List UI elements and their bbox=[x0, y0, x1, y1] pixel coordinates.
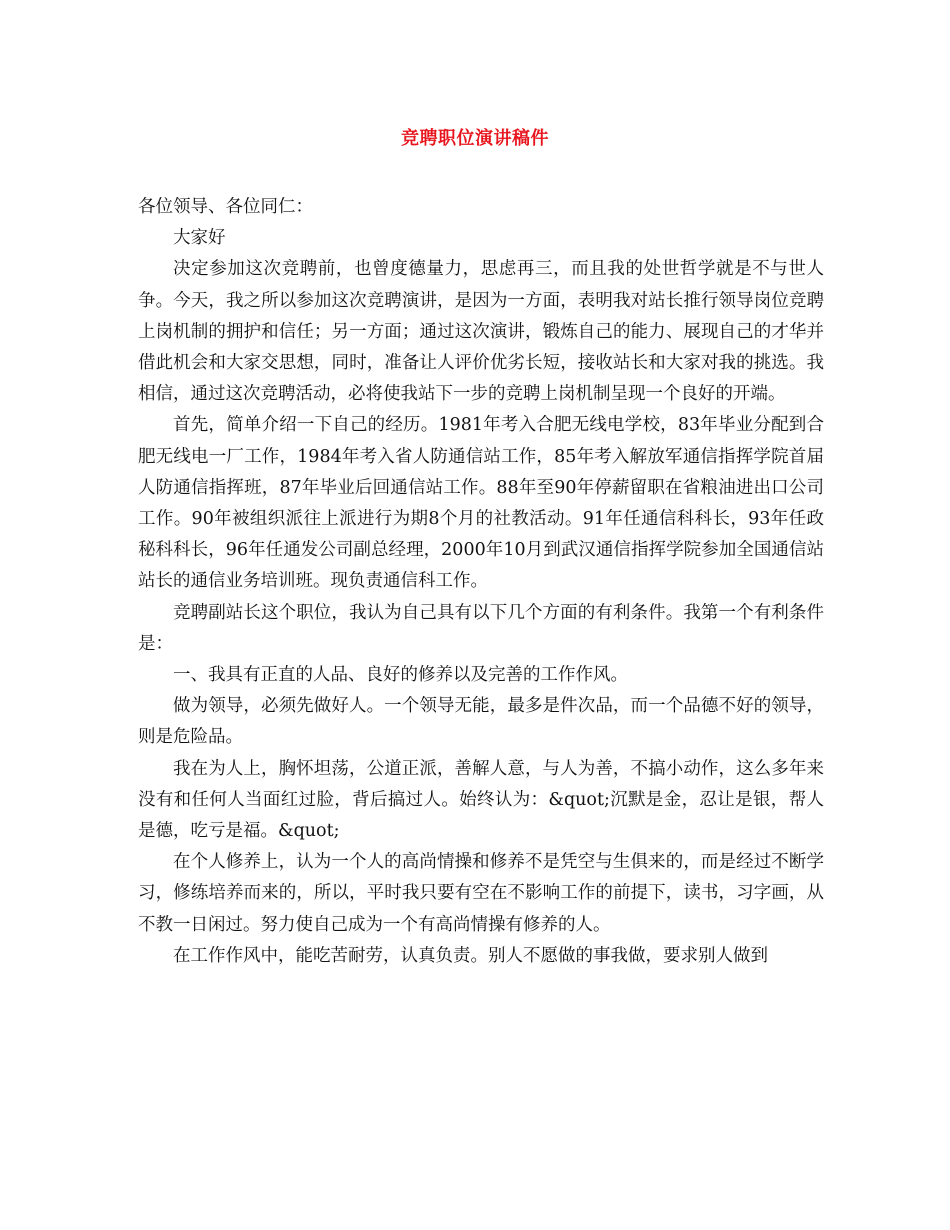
paragraph-leadership: 做为领导，必须先做好人。一个领导无能，最多是件次品，而一个品德不好的领导，则是危险品。 bbox=[138, 696, 824, 748]
document-body bbox=[138, 192, 824, 972]
salutation: 各位领导、各位同仁： bbox=[138, 197, 313, 217]
paragraph-character: 我在为人上，胸怀坦荡，公道正派，善解人意，与人为善，不搞小动作，这么多年来没有和任何人当面红过脸，背后搞过人。始终认为：&quot;沉默是金，忍让是银，帮人是德，吃亏是福。&quot; bbox=[138, 758, 824, 842]
paragraph-self-cultivation: 在个人修养上，认为一个人的高尚情操和修养不是凭空与生俱来的，而是经过不断学习，修练培养而来的，所以，平时我只要有空在不影响工作的前提下，读书，习字画，从不教一日闲过。努力使自己成为一个有高尚情操有修养的人。 bbox=[138, 852, 824, 935]
paragraph-advantage-one: 一、我具有正直的人品、良好的修养以及完善的工作作风。 bbox=[173, 665, 628, 686]
paragraph-advantages-intro: 竞聘副站长这个职位，我认为自己具有以下几个方面的有利条件。我第一个有利条件是： bbox=[138, 602, 824, 654]
paragraph-motivation: 决定参加这次竞聘前，也曾度德量力，思虑再三，而且我的处世哲学就是不与世人争。今天，我之所以参加这次竞聘演讲，是因为一方面，表明我对站长推行领导岗位竞聘上岗机制的拥护和信任；另一方面；通过这次演讲，锻炼自己的能力、展现自己的才华并借此机会和大家交思想，同时，准备让人评价优劣长短，接收站长和大家对我的挑选。我相信，通过这次竞聘活动，必将使我站下一步的竞聘上岗机制呈现一个良好的开端。 bbox=[138, 259, 824, 405]
paragraph-background: 首先，简单介绍一下自己的经历。1981年考入合肥无线电学校，83年毕业分配到合肥无线电一厂工作，1984年考入省人防通信站工作，85年考入解放军通信指挥学院首届人防通信指挥班，87年毕业后回通信站工作。88年至90年停薪留职在省粮油进出口公司工作。90年被组织派往上派进行为期8个月的社教活动。91年任通信科科长，93年任政秘科科长，96年任通发公司副总经理，2000年10月到武汉通信指挥学院参加全国通信站站长的通信业务培训班。现负责通信科工作。 bbox=[138, 415, 824, 592]
paragraph-work-style: 在工作作风中，能吃苦耐劳，认真负责。别人不愿做的事我做，要求别人做到 bbox=[173, 945, 768, 966]
document-title: 竞聘职位演讲稿件 bbox=[401, 128, 549, 149]
paragraph-greeting: 大家好 bbox=[173, 228, 226, 249]
